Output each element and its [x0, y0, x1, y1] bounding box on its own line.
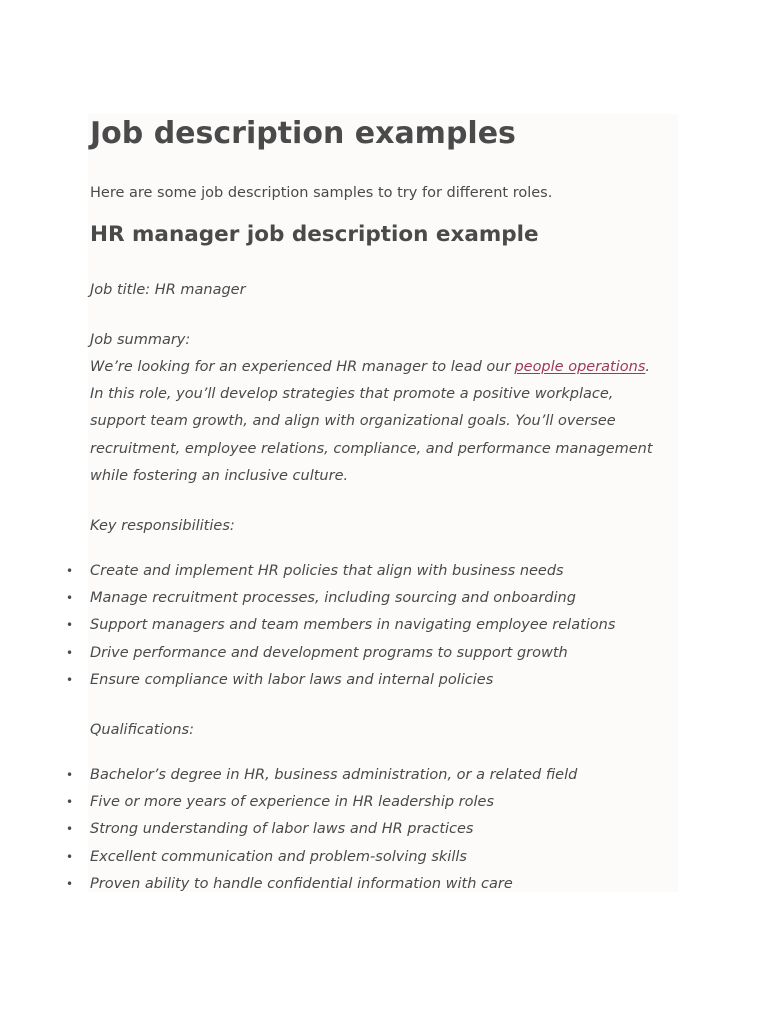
summary-label: Job summary: — [90, 332, 191, 348]
list-item-text: Bachelor’s degree in HR, business administration, or a related field — [90, 767, 578, 783]
list-item — [66, 762, 578, 789]
summary-line-1-text: We’re looking for an experienced HR manager to lead our — [90, 359, 511, 375]
bullet-icon: • — [66, 795, 74, 810]
intro-paragraph: Here are some job description samples to try for different roles. — [90, 185, 553, 201]
bullet-icon: • — [66, 768, 74, 782]
list-item — [66, 816, 577, 843]
section-heading: HR manager job description example — [90, 222, 539, 247]
bullet-icon: • — [66, 564, 74, 578]
summary-line-3: support team growth, and align with organizational goals. You’ll oversee — [90, 413, 616, 430]
summary-line-4: recruitment, employee relations, compliance, and performance management — [90, 440, 653, 457]
list-item — [66, 612, 616, 639]
bullet-icon: • — [66, 822, 74, 837]
list-item — [66, 789, 577, 816]
qualifications-label: Qualifications: — [90, 722, 194, 738]
list-item-text: Five or more years of experience in HR leadership roles — [90, 794, 494, 811]
list-item — [66, 585, 615, 612]
qualifications-list — [66, 762, 578, 898]
list-item-text: Support managers and team members in navigating employee relations — [90, 617, 616, 634]
list-item-text: Proven ability to handle confidential information with care — [90, 875, 513, 892]
list-item-text: Excellent communication and problem-solving skills — [90, 848, 467, 865]
list-item-text: Manage recruitment processes, including sourcing and onboarding — [90, 590, 576, 607]
summary-line-2: In this role, you’ll develop strategies that promote a positive workplace, — [90, 386, 614, 403]
summary-line-1-end: . — [645, 359, 650, 375]
job-title-line: Job title: HR manager — [90, 282, 246, 298]
bullet-icon: • — [66, 672, 74, 687]
summary-line-5: while fostering an inclusive culture. — [90, 467, 349, 484]
list-item — [66, 871, 577, 898]
bullet-icon: • — [66, 618, 74, 633]
list-item-text: Strong understanding of labor laws and HR practices — [90, 821, 474, 838]
bullet-icon: • — [66, 591, 74, 606]
list-item — [66, 558, 615, 585]
list-item — [66, 640, 615, 667]
responsibilities-list — [66, 558, 616, 694]
list-item-text: Ensure compliance with labor laws and internal policies — [90, 671, 494, 688]
page-title: Job description examples — [90, 116, 516, 151]
bullet-icon: • — [66, 645, 74, 660]
bullet-icon: • — [66, 876, 74, 891]
bullet-icon: • — [66, 849, 74, 864]
summary-paragraph — [90, 354, 653, 490]
people-operations-link[interactable]: people operations — [514, 359, 646, 375]
list-item — [66, 844, 577, 871]
list-item-text: Create and implement HR policies that align with business needs — [90, 563, 564, 579]
list-item — [66, 667, 615, 694]
summary-line-1 — [90, 354, 653, 381]
list-item-text: Drive performance and development programs to support growth — [90, 644, 568, 661]
responsibilities-label: Key responsibilities: — [90, 518, 235, 534]
